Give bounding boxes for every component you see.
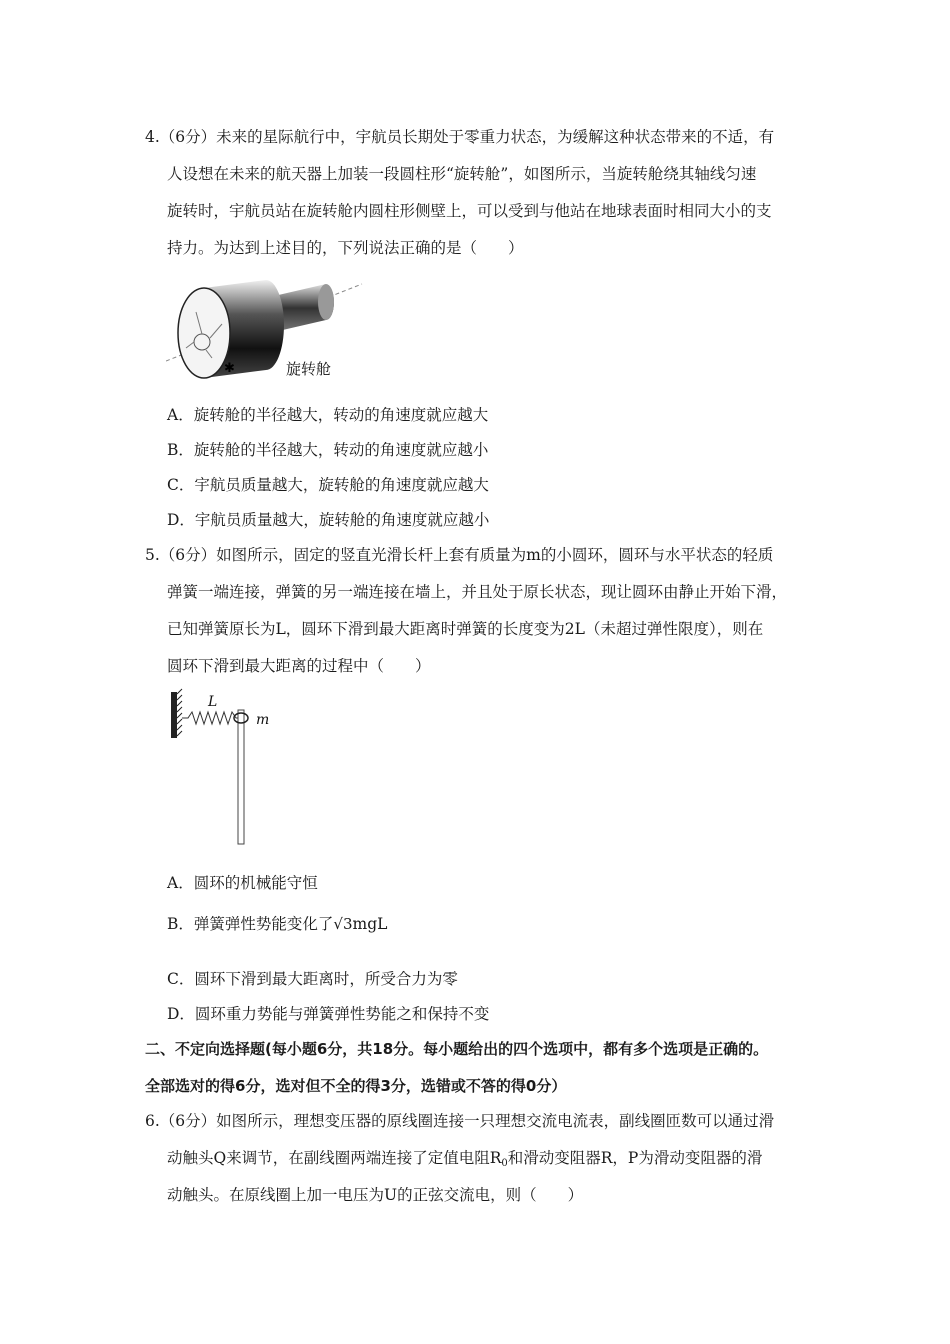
q4-option-c: C．宇航员质量越大，旋转舱的角速度就应越大: [167, 476, 489, 494]
q5-option-a: A．圆环的机械能守恒: [167, 874, 318, 892]
q6-line-3: 动触头。在原线圈上加一电压为U的正弦交流电，则（ ）: [167, 1186, 584, 1204]
q4-line-3: 旋转时，宇航员站在旋转舱内圆柱形侧壁上，可以受到与他站在地球表面时相同大小的支: [167, 202, 772, 220]
sqrt-symbol: √3: [333, 915, 353, 933]
q6-line-1: 6.（6分）如图所示，理想变压器的原线圈连接一只理想交流电流表，副线圈匝数可以通过滑: [145, 1112, 775, 1130]
spring-ring-figure: [168, 688, 288, 850]
q4-line-2: 人设想在未来的航天器上加装一段圆柱形“旋转舱”，如图所示，当旋转舱绕其轴线匀速: [167, 165, 757, 183]
q4-line-1: 4.（6分）未来的星际航行中，宇航员长期处于零重力状态，为缓解这种状态带来的不适，有: [145, 128, 775, 146]
q4-line-4: 持力。为达到上述目的，下列说法正确的是（ ）: [167, 239, 524, 257]
q6-line-2: [167, 1148, 762, 1174]
q5-line-4: 圆环下滑到最大距离的过程中（ ）: [167, 657, 431, 675]
q5-line-1: 5.（6分）如图所示，固定的竖直光滑长杆上套有质量为m的小圆环，圆环与水平状态的轻质: [145, 546, 774, 564]
figure-label-l: L: [208, 694, 218, 710]
r0-subscript: 0: [501, 1158, 508, 1169]
q5-line-3: 已知弹簧原长为L，圆环下滑到最大距离时弹簧的长度变为2L（未超过弹性限度），则在: [167, 620, 764, 638]
q6-line-2-b: 和滑动变阻器R，P为滑动变阻器的滑: [507, 1149, 763, 1167]
q5-option-d: D．圆环重力势能与弹簧弹性势能之和保持不变: [167, 1005, 490, 1023]
svg-text:✱: ✱: [224, 361, 235, 376]
q4-option-b: B．旋转舱的半径越大，转动的角速度就应越小: [167, 441, 489, 459]
q5-option-b: [167, 914, 387, 934]
q4-option-d: D．宇航员质量越大，旋转舱的角速度就应越小: [167, 511, 490, 529]
q5-option-b-suffix: mgL: [352, 915, 388, 933]
figure-label-m: m: [256, 712, 270, 728]
rotating-cabin-figure: [166, 276, 366, 386]
q6-line-2-a: 动触头Q来调节，在副线圈两端连接了定值电阻R: [167, 1149, 502, 1167]
figure-label-cabin: 旋转舱: [286, 360, 332, 378]
q5-option-c: C．圆环下滑到最大距离时，所受合力为零: [167, 970, 458, 988]
q4-option-a: A．旋转舱的半径越大，转动的角速度就应越大: [167, 406, 489, 424]
q5-line-2: 弹簧一端连接，弹簧的另一端连接在墙上，并且处于原长状态，现让圆环由静止开始下滑，: [167, 583, 788, 601]
section-2-heading: 二、不定向选择题(每小题6分，共18分。每小题给出的四个选项中，都有多个选项是正确的。: [145, 1040, 769, 1058]
q5-option-b-prefix: B．弹簧弹性势能变化了: [167, 915, 334, 933]
section-2-scoring: 全部选对的得6分，选对但不全的得3分，选错或不答的得0分）: [145, 1077, 567, 1095]
